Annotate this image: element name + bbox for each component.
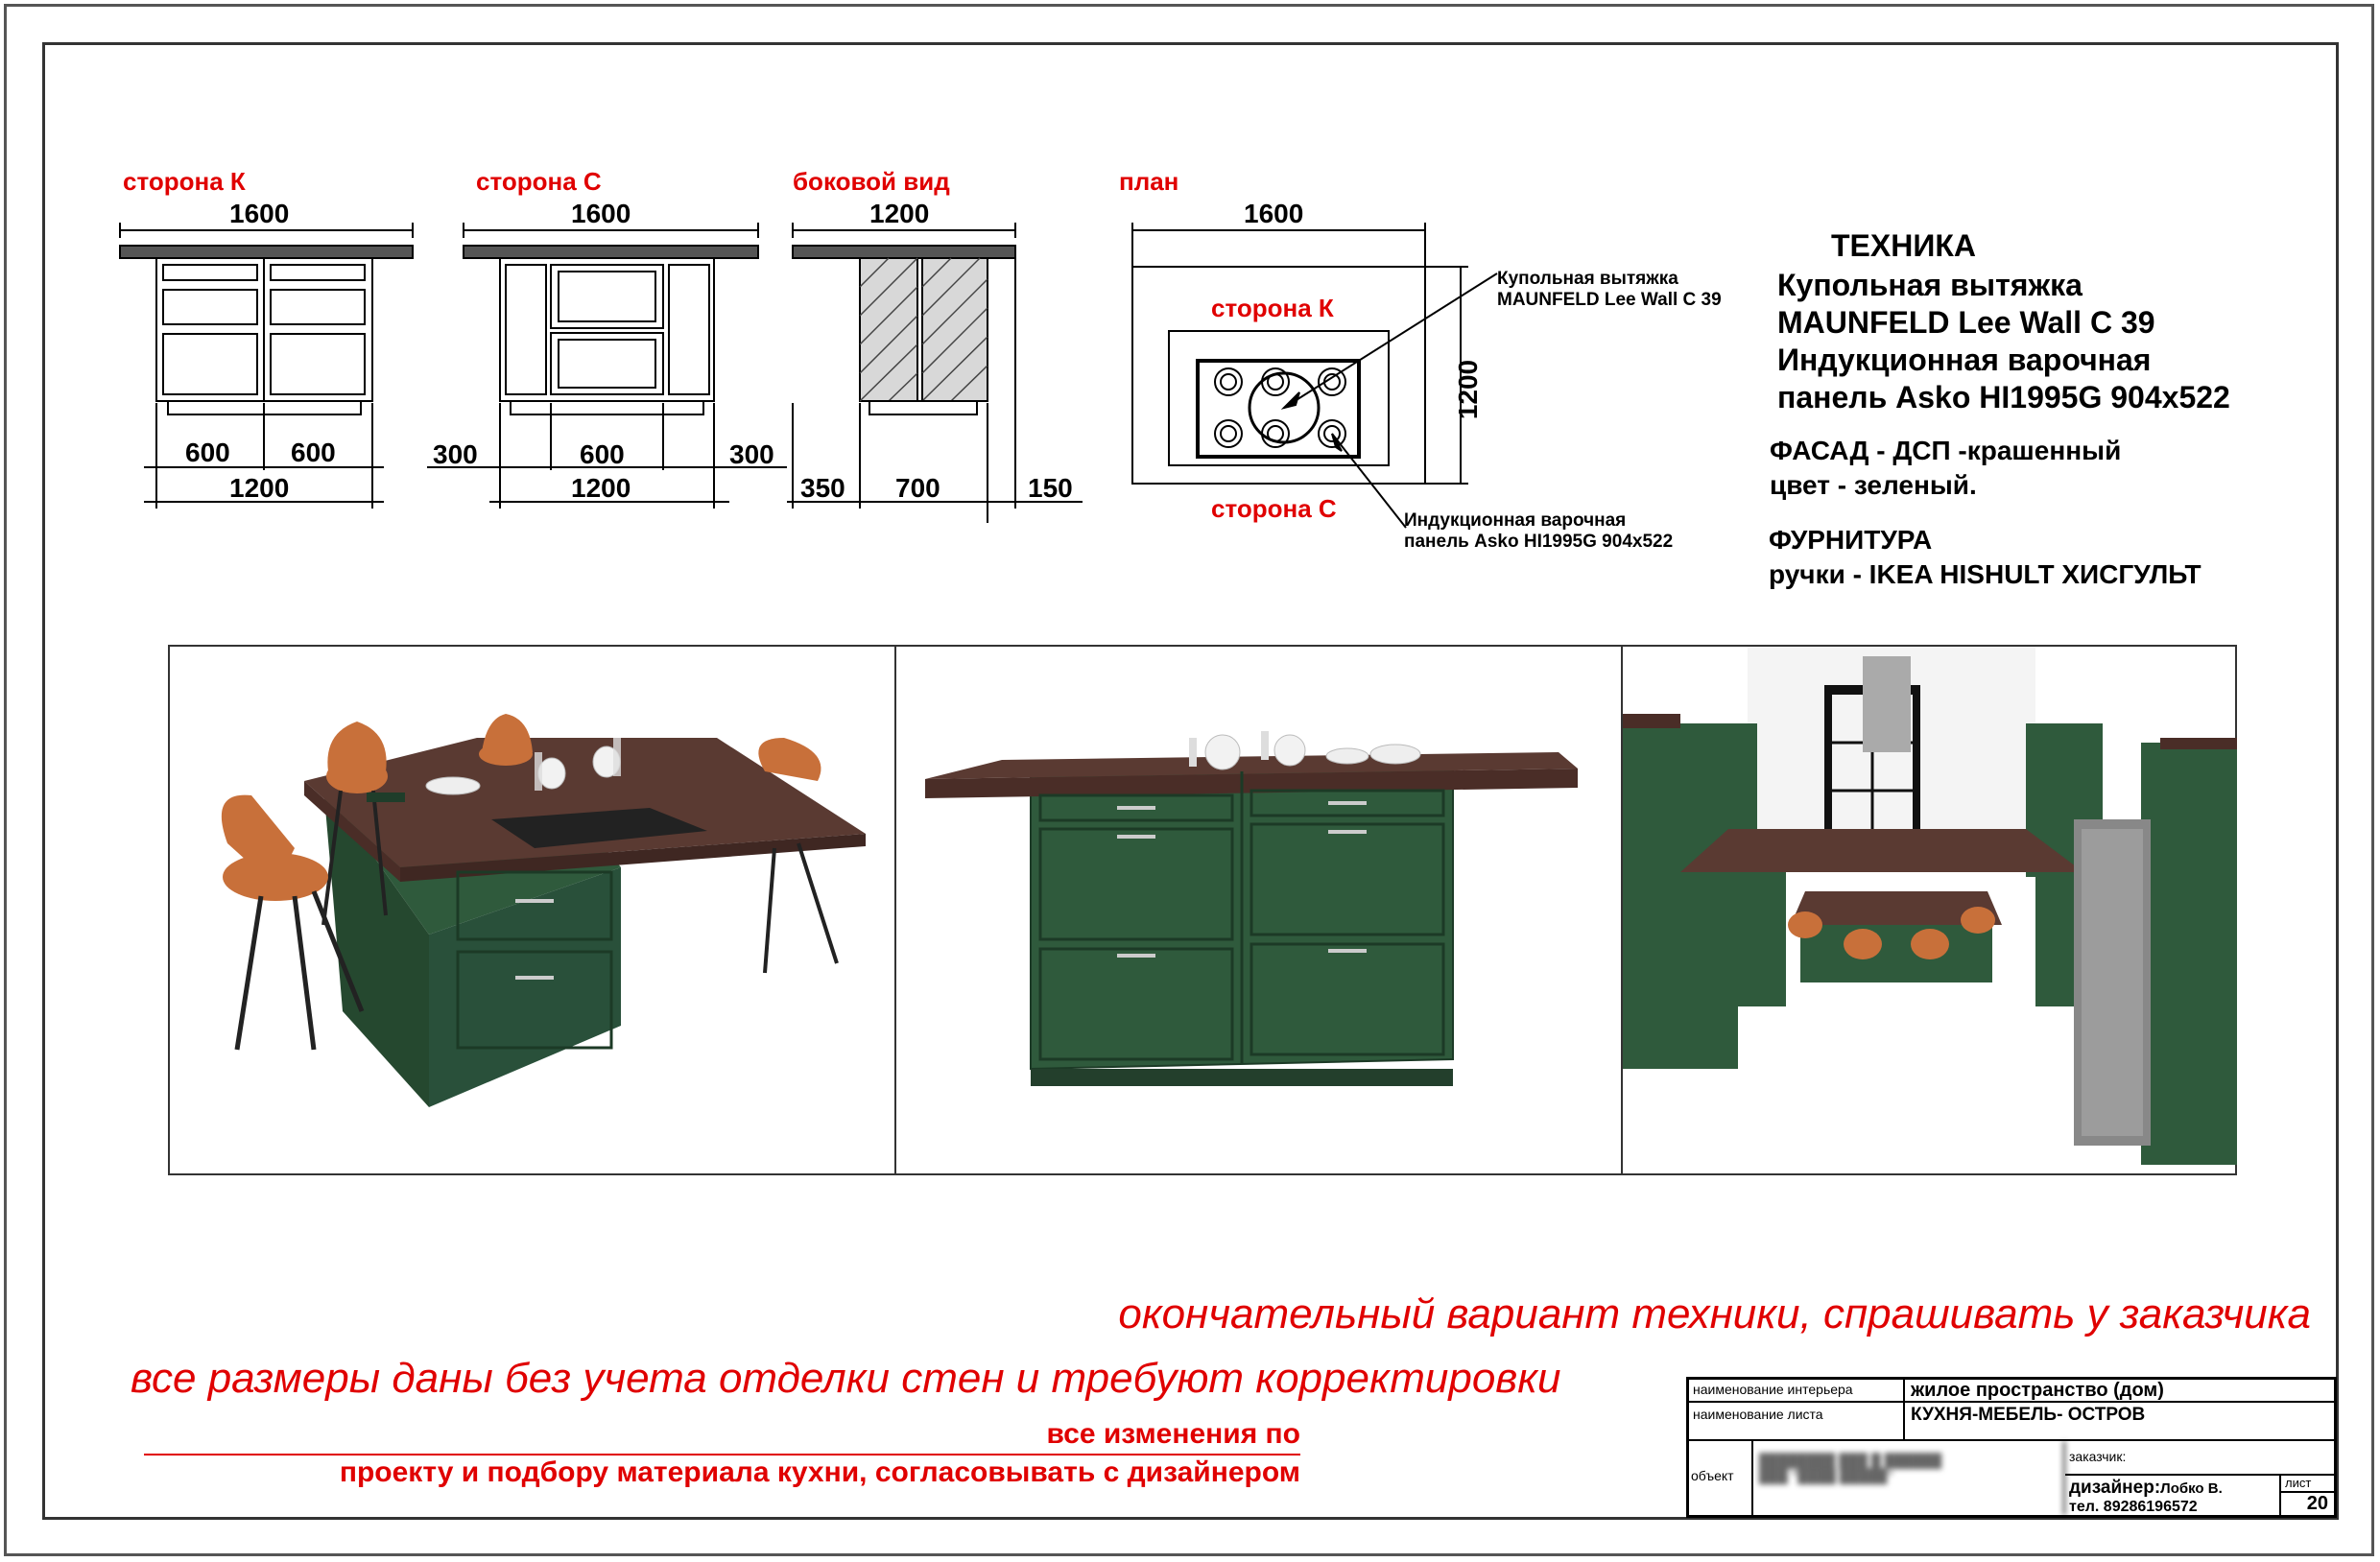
stamp-sheet-label: наименование листа (1689, 1403, 1905, 1441)
facade-spec: ФАСАД - ДСП -крашенный цвет - зеленый. (1770, 436, 2122, 500)
side-c-view-label: сторона С (476, 167, 602, 196)
note-final-tech: окончательный вариант техники, спрашивать у заказчика (1118, 1290, 2311, 1337)
dim-c-total: 1200 (571, 473, 631, 503)
stamp-customer-label: заказчик: (2065, 1441, 2334, 1476)
hardware-spec: ФУРНИТУРА ручки - IKEA HISHULT ХИСГУЛЬТ (1769, 525, 2202, 589)
title-block (1686, 1377, 2337, 1518)
dim-k-top: 1600 (229, 199, 290, 228)
side-k-view-label: сторона К (123, 167, 246, 196)
dim-side-b: 700 (895, 473, 940, 503)
note-underline (144, 1454, 1300, 1456)
render-island-front (896, 647, 1623, 1173)
dim-side-a: 350 (800, 473, 845, 503)
stamp-object-label: объект (1689, 1441, 1753, 1515)
callout-hood: Купольная вытяжка MAUNFELD Lee Wall C 39 (1497, 269, 1722, 310)
dim-c-top: 1600 (571, 199, 631, 228)
dim-plan-top: 1600 (1244, 199, 1304, 228)
plan-drawing (1132, 223, 1497, 528)
tech-list: Купольная вытяжка MAUNFELD Lee Wall C 39 Индукционная варочная панель Asko HI1995G 904x522 (1777, 268, 2230, 414)
stamp-sheet-no: 20 (2306, 1493, 2328, 1514)
note-changes-line1: все изменения по (1046, 1418, 1300, 1450)
stamp-interior-value: жилое пространство (дом) (1905, 1380, 2334, 1403)
dim-c-left: 300 (433, 439, 478, 469)
dim-k-left: 600 (185, 438, 230, 467)
dim-side-top: 1200 (869, 199, 930, 228)
stamp-sheet-value: КУХНЯ-МЕБЕЛЬ- ОСТРОВ (1905, 1403, 2334, 1441)
plan-side-k-label: сторона К (1211, 294, 1334, 322)
stamp-designer-label: дизайнер: (2069, 1478, 2161, 1498)
plan-side-c-label: сторона С (1211, 494, 1337, 523)
note-changes-line2: проекту и подбору материала кухни, согласовывать с дизайнером (339, 1456, 1300, 1488)
side-view-label: боковой вид (793, 167, 950, 196)
dim-side-c: 150 (1028, 473, 1073, 503)
render-island-with-chairs (170, 647, 896, 1173)
plan-view-label: план (1119, 167, 1179, 196)
stamp-sheet-no-label: лист (2281, 1476, 2334, 1493)
dim-plan-height: 1200 (1453, 359, 1483, 420)
stamp-object-value-redacted: ████████ ███ █ ██████ ███ "████ █████" (1753, 1441, 2065, 1515)
stamp-phone: тел. 89286196572 (2069, 1499, 2198, 1515)
stamp-designer-name: Лобко В. (2160, 1480, 2223, 1497)
dim-k-right: 600 (291, 438, 336, 467)
callout-hob: Индукционная варочная панель Asko HI1995G 904x522 (1404, 510, 1674, 552)
side-k-elevation (120, 223, 413, 509)
dim-k-total: 1200 (229, 473, 290, 503)
note-sizes: все размеры даны без учета отделки стен и требуют корректировки (131, 1355, 1561, 1402)
render-kitchen-overview (1623, 647, 2239, 1173)
render-panel (168, 645, 2237, 1175)
tech-title: ТЕХНИКА (1831, 228, 1976, 263)
dim-c-right: 300 (729, 439, 774, 469)
dim-c-mid: 600 (580, 439, 625, 469)
stamp-interior-label: наименование интерьера (1689, 1380, 1905, 1403)
stamp-designer (2065, 1476, 2281, 1515)
